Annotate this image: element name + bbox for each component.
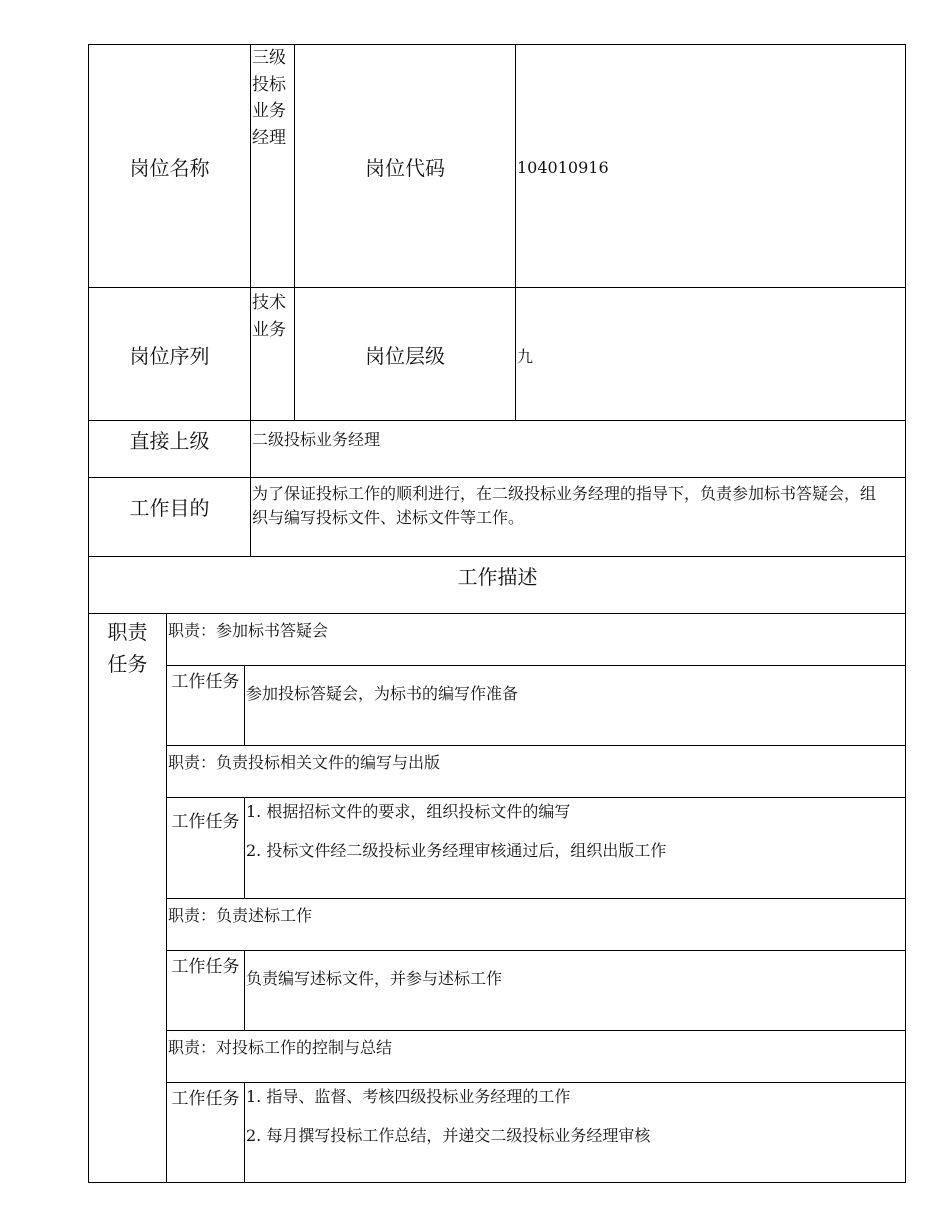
task-line: 2. 每月撰写投标工作总结，并递交二级投标业务经理审核 (246, 1126, 651, 1145)
duties-tasks-label: 职责任务 (88, 613, 166, 1183)
work-task-label: 工作任务 (166, 797, 244, 898)
post-series-label: 岗位序列 (88, 287, 250, 420)
post-name-label: 岗位名称 (88, 44, 250, 287)
job-purpose-value: 为了保证投标工作的顺利进行，在二级投标业务经理的指导下，负责参加标书答疑会，组织与编写投标文件、述标文件等工作。 (250, 477, 906, 556)
duty-title: 职责：对投标工作的控制与总结 (166, 1030, 906, 1082)
post-level-value: 九 (515, 287, 906, 420)
post-level-label: 岗位层级 (294, 287, 515, 420)
direct-superior-value: 二级投标业务经理 (250, 420, 906, 477)
work-task-label: 工作任务 (166, 665, 244, 745)
task-line: 负责编写述标文件，并参与述标工作 (246, 969, 503, 988)
job-description-table (88, 44, 906, 1183)
duty-title: 职责：负责述标工作 (166, 898, 906, 950)
work-task-content (244, 665, 906, 745)
post-code-label: 岗位代码 (294, 44, 515, 287)
job-purpose-label: 工作目的 (88, 477, 250, 556)
task-line: 参加投标答疑会，为标书的编写作准备 (246, 684, 519, 703)
task-line: 2. 投标文件经二级投标业务经理审核通过后，组织出版工作 (246, 841, 667, 860)
work-task-label: 工作任务 (166, 950, 244, 1030)
post-name-value: 三级投标业务经理 (250, 44, 294, 287)
duty-title: 职责：负责投标相关文件的编写与出版 (166, 745, 906, 797)
post-code-value: 104010916 (515, 44, 906, 287)
task-line: 1. 指导、监督、考核四级投标业务经理的工作 (246, 1087, 571, 1106)
direct-superior-label: 直接上级 (88, 420, 250, 477)
task-line: 1. 根据招标文件的要求，组织投标文件的编写 (246, 802, 571, 821)
work-task-content (244, 797, 906, 898)
job-description-header: 工作描述 (88, 556, 906, 613)
post-series-value: 技术业务 (250, 287, 294, 420)
duty-title: 职责：参加标书答疑会 (166, 613, 906, 665)
work-task-content (244, 950, 906, 1030)
work-task-content (244, 1082, 906, 1183)
work-task-label: 工作任务 (166, 1082, 244, 1183)
